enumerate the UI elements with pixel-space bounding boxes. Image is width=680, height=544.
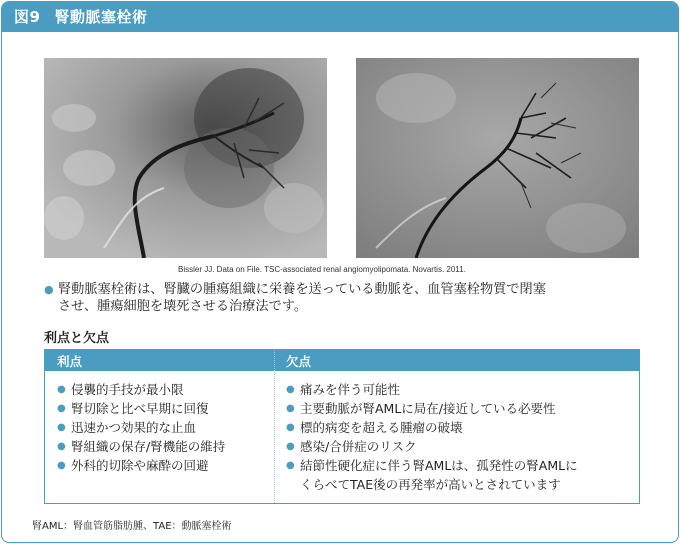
description <box>44 281 644 315</box>
list-item: ● 外科的切除や麻酔の回避 <box>57 458 209 473</box>
figure-header <box>2 2 678 32</box>
figure-number: 図9 <box>14 8 41 26</box>
advantages-list <box>57 380 267 475</box>
footnote: 腎AML：腎血管筋脂肪腫、TAE：動脈塞栓術 <box>32 521 232 532</box>
list-item: ● 感染/合併症のリスク <box>286 439 417 454</box>
figure-title: 腎動脈塞栓術 <box>54 8 148 26</box>
pros-cons-table <box>44 349 640 504</box>
list-item: ● 腎組織の保存/腎機能の維持 <box>57 439 226 454</box>
bullet-icon: ● <box>286 403 295 414</box>
bullet-icon: ● <box>57 422 66 433</box>
list-item: ● 迅速かつ効果的な止血 <box>57 420 197 435</box>
bullet-icon: ● <box>57 460 66 471</box>
bullet-icon: ● <box>286 384 295 395</box>
list-item: ● 腎切除と比べ早期に回復 <box>57 401 209 416</box>
disadvantages-list <box>286 380 631 494</box>
description-line-2: させ、腫瘍細胞を壊死させる治療法です。 <box>58 299 308 314</box>
header-advantages: 利点 <box>57 354 83 369</box>
bullet-icon: ● <box>57 403 66 414</box>
angiogram-before-image <box>44 58 327 258</box>
list-item <box>286 456 631 494</box>
image-credit: Bissler JJ. Data on File. TSC-associated renal angiomyolipomata. Novartis. 2011. <box>178 265 466 274</box>
figure-panel <box>1 1 679 543</box>
bullet-icon: ● <box>286 422 295 433</box>
list-item: ● 主要動脈が腎AMLに局在/接近している必要性 <box>286 401 556 416</box>
list-item: ● 侵襲的手技が最小限 <box>57 382 184 397</box>
table-header <box>45 350 639 371</box>
angiogram-after-image <box>356 58 639 258</box>
column-divider <box>274 350 275 503</box>
bullet-icon: ● <box>57 441 66 452</box>
section-title: 利点と欠点 <box>44 331 110 346</box>
header-disadvantages: 欠点 <box>286 354 312 369</box>
bullet-icon: ● <box>286 460 295 471</box>
bullet-icon: ● <box>44 283 54 296</box>
list-item: ● 標的病変を超える腫瘤の破壊 <box>286 420 463 435</box>
list-item-line-2: くらべてTAE後の再発率が高いとされています <box>300 477 561 492</box>
description-line-1: 腎動脈塞栓術は、腎臓の腫瘍組織に栄養を送っている動脈を、血管塞栓物質で閉塞 <box>58 282 546 297</box>
list-item: ● 痛みを伴う可能性 <box>286 382 401 397</box>
list-item-line-1: 結節性硬化症に伴う腎AMLは、孤発性の腎AMLに <box>300 458 578 473</box>
bullet-icon: ● <box>286 441 295 452</box>
bullet-icon: ● <box>57 384 66 395</box>
